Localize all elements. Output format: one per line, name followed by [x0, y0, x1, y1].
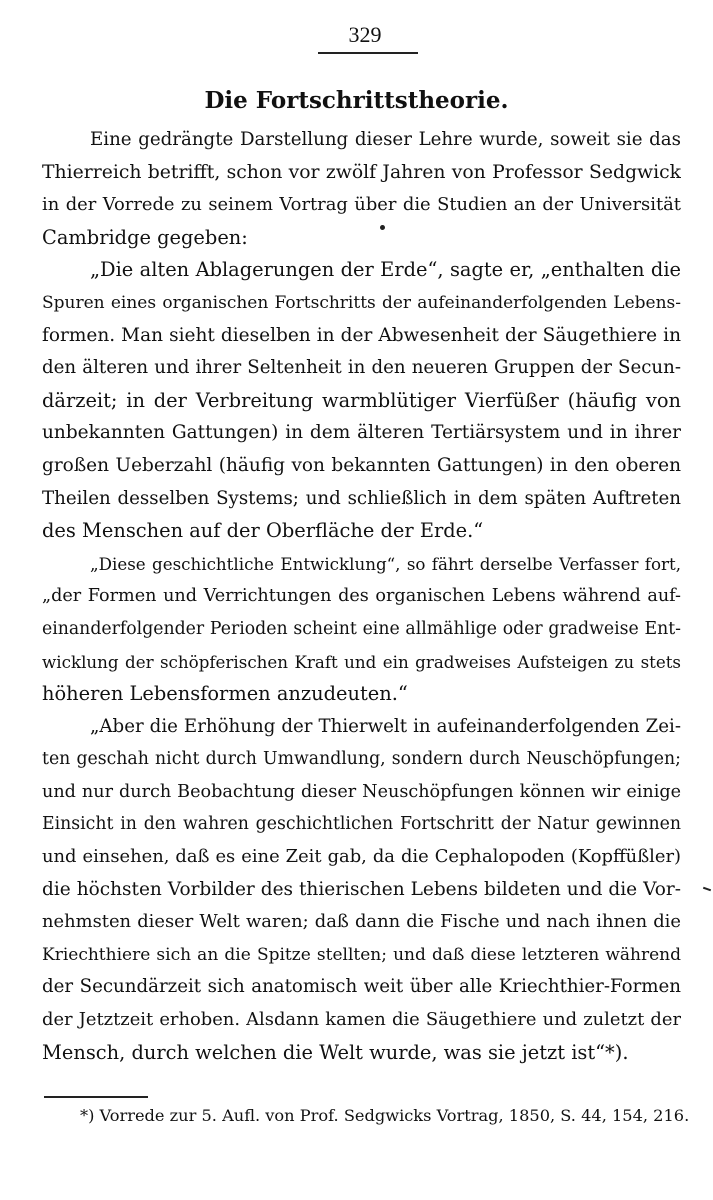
- text-line: einanderfolgender Perioden scheint eine allmählige oder gradweise Ent-: [42, 618, 681, 639]
- text-line: ten geschah nicht durch Umwandlung, sondern durch Neuschöpfungen;: [42, 749, 681, 770]
- footnote-rule: [44, 1096, 148, 1098]
- section-heading: Die Fortschrittstheorie.: [204, 87, 509, 114]
- text-line: Theilen desselben Systems; und schließlich in dem späten Auftreten: [42, 487, 681, 509]
- text-line: und einsehen, daß es eine Zeit gab, da die Cephalopoden (Kopffüßler): [42, 846, 681, 868]
- ink-speck: [380, 225, 385, 230]
- text-line: in der Vorrede zu seinem Vortrag über die Studien an der Universität: [42, 194, 681, 216]
- page-number: 329: [348, 22, 382, 47]
- text-line: Eine gedrängte Darstellung dieser Lehre wurde, soweit sie das: [90, 129, 681, 150]
- body-text: [42, 124, 681, 1069]
- text-line: höheren Lebensformen anzudeuten.“: [42, 682, 408, 706]
- text-line: „der Formen und Verrichtungen des organischen Lebens während auf-: [42, 586, 681, 607]
- text-line: Einsicht in den wahren geschichtlichen Fortschritt der Natur gewinnen: [42, 814, 681, 835]
- text-line: formen. Man sieht dieselben in der Abwesenheit der Säugethiere in: [42, 324, 681, 346]
- text-line: „Aber die Erhöhung der Thierwelt in aufeinanderfolgenden Zei-: [90, 715, 681, 737]
- text-line: des Menschen auf der Oberfläche der Erde.“: [42, 519, 484, 543]
- text-line: den älteren und ihrer Seltenheit in den neueren Gruppen der Secun-: [42, 357, 681, 379]
- ink-speck: [703, 887, 711, 892]
- text-line: die höchsten Vorbilder des thierischen Lebens bildeten und die Vor-: [42, 878, 681, 900]
- text-line: Thierreich betrifft, schon vor zwölf Jahren von Professor Sedgwick: [42, 161, 681, 183]
- text-line: der Secundärzeit sich anatomisch weit über alle Kriechthier-Formen: [42, 976, 681, 998]
- text-line: Kriechthiere sich an die Spitze stellten; und daß diese letzteren während: [42, 944, 681, 965]
- text-line: „Diese geschichtliche Entwicklung“, so fährt derselbe Verfasser fort,: [90, 553, 681, 574]
- text-line: därzeit; in der Verbreitung warmblütiger Vierfüßer (häufig von: [42, 388, 681, 412]
- text-line: wicklung der schöpferischen Kraft und ein gradweises Aufsteigen zu stets: [42, 651, 681, 672]
- text-line: unbekannten Gattungen) in dem älteren Tertiärsystem und in ihrer: [42, 422, 681, 444]
- text-line: und nur durch Beobachtung dieser Neuschöpfungen können wir einige: [42, 781, 681, 802]
- text-line: „Die alten Ablagerungen der Erde“, sagte er, „enthalten die: [90, 258, 681, 282]
- text-line: der Jetztzeit erhoben. Alsdann kamen die Säugethiere und zuletzt der: [42, 1009, 681, 1031]
- text-line: Cambridge gegeben:: [42, 225, 248, 249]
- text-line: Spuren eines organischen Fortschritts der aufeinanderfolgenden Lebens-: [42, 292, 681, 313]
- text-line: Mensch, durch welchen die Welt wurde, was sie jetzt ist“*).: [42, 1040, 629, 1064]
- text-line: nehmsten dieser Welt waren; daß dann die Fische und nach ihnen die: [42, 911, 681, 933]
- footnote: *) Vorrede zur 5. Aufl. von Prof. Sedgwicks Vortrag, 1850, S. 44, 154, 216.: [80, 1106, 690, 1125]
- text-line: großen Ueberzahl (häufig von bekannten Gattungen) in den oberen: [42, 454, 681, 476]
- page-number-rule: [318, 52, 418, 54]
